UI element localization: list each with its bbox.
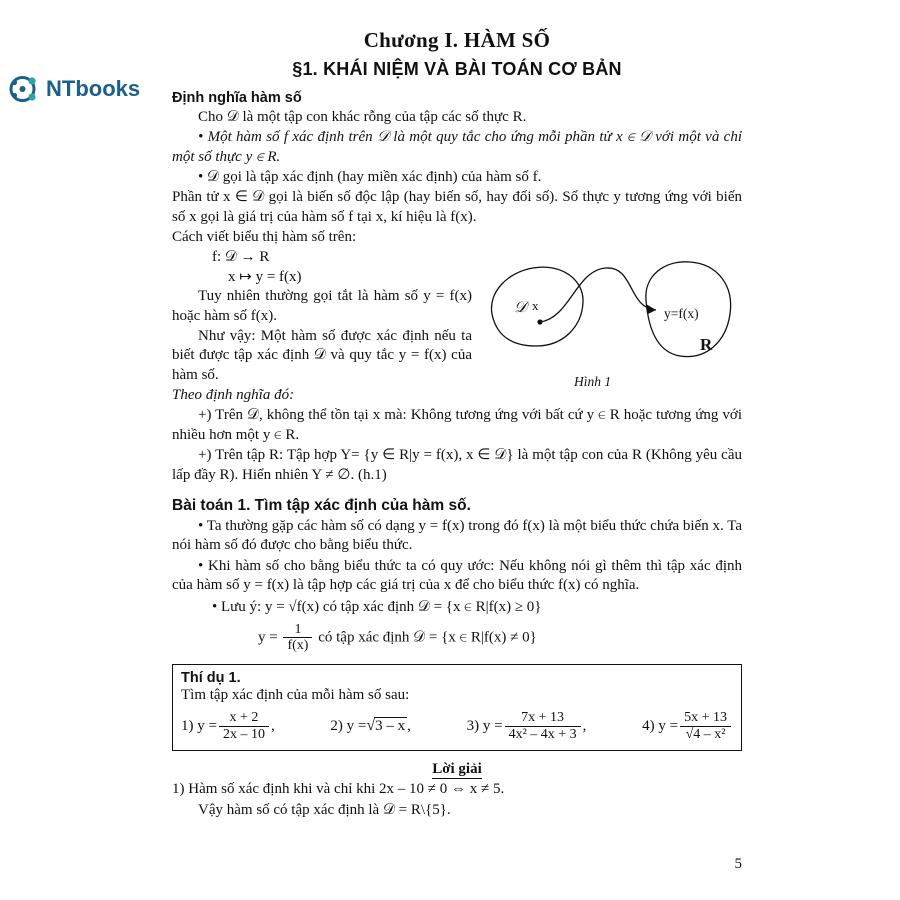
sqrt-icon: √ xyxy=(366,717,376,735)
problem-heading: Bài toán 1. Tìm tập xác định của hàm số. xyxy=(172,496,471,514)
example-item-2-tail: , xyxy=(407,717,411,734)
definition-line-0: Cho 𝒟 là một tập con khác rỗng của tập các số thực R. xyxy=(198,109,527,125)
definition-line-4: Cách viết biểu thị hàm số trên: xyxy=(172,229,357,246)
example-item-3-tail: , xyxy=(582,717,587,734)
figure-hinh-1 xyxy=(478,252,740,397)
example-item-1-tail: , xyxy=(270,717,275,734)
example-items xyxy=(181,710,733,742)
problem-line-1: • Khi hàm số cho bằng biểu thức ta có quy ước: Nếu không nói gì thêm thì tập xác định của hàm số y = f(x) là tập hợp các giá trị của x để cho biểu thức f(x) có nghĩa. xyxy=(172,557,742,593)
definition-line-6: x ↦ y = f(x) xyxy=(228,268,302,285)
definition-left-column xyxy=(172,248,472,406)
definition-line-7: Tuy nhiên thường gọi tắt là hàm số y = f(x) hoặc hàm số f(x). xyxy=(172,288,472,324)
definition-heading: Định nghĩa hàm số xyxy=(172,90,302,106)
solution-title-text: Lời giải xyxy=(432,761,482,778)
example-item-1-den: 2x – 10 xyxy=(219,726,269,743)
example-item-2-label: 2) y = xyxy=(330,717,367,734)
note2-fraction xyxy=(283,622,312,654)
note2-numerator: 1 xyxy=(294,621,302,637)
example-item-3-num: 7x + 13 xyxy=(521,710,565,726)
page-number: 5 xyxy=(734,856,742,872)
chapter-title: Chương I. HÀM SỐ xyxy=(363,28,551,52)
figure-drawing xyxy=(478,252,740,380)
definition-line-10: +) Trên 𝒟, không thể tồn tại x mà: Không tương ứng với bất cứ y ∈ R hoặc tương ứng với nhiều hơn một y ∈ R. xyxy=(172,407,742,443)
note2-suffix: có tập xác định 𝒟 = {x ∈ R|f(x) ≠ 0} xyxy=(318,629,537,646)
definition-line-2: • 𝒟 gọi là tập xác định (hay miền xác định) của hàm số f. xyxy=(198,169,542,186)
note-label: • Lưu ý: xyxy=(212,599,262,616)
svg-text:x: x xyxy=(532,298,539,314)
example-box xyxy=(172,664,742,751)
problem-note-1 xyxy=(172,598,742,618)
definition-line-3: Phần tử x ∈ 𝒟 gọi là biến số độc lập (hay biến số, hay đối số). Số thực y tương ứng với biến số x gọi là giá trị của hàm số f tại x, kí hiệu là f(x). xyxy=(172,189,742,225)
example-item-4-den: √4 – x² xyxy=(680,726,731,743)
example-item-1 xyxy=(181,710,275,742)
problem-line-0: • Ta thường gặp các hàm số có dạng y = f(x) trong đó f(x) là một biểu thức chứa biến x. Ta nói hàm số đó được cho bằng biểu thức. xyxy=(172,517,742,554)
definition-line-5: f: 𝒟 → R xyxy=(212,249,270,266)
definition-line-8: Như vậy: Một hàm số được xác định nếu ta biết được tập xác định 𝒟 và quy tắc y = f(x) của hàm số. xyxy=(172,328,472,383)
example-item-3 xyxy=(467,710,587,742)
figure-caption: Hình 1 xyxy=(574,374,612,390)
definition-with-figure xyxy=(172,248,742,406)
example-item-2-radicand: 3 – x xyxy=(375,718,406,735)
svg-text:R: R xyxy=(700,335,713,355)
example-item-3-label: 3) y = xyxy=(466,717,503,734)
note2-denominator: f(x) xyxy=(283,637,312,654)
note-formula-1: y = √f(x) có tập xác định 𝒟 = {x ∈ R|f(x) ≥ 0} xyxy=(264,599,542,616)
example-item-2 xyxy=(330,717,411,735)
solution-title xyxy=(172,761,742,778)
example-item-1-fraction xyxy=(219,710,269,742)
example-item-4-label: 4) y = xyxy=(642,717,679,734)
solution-line-0: 1) Hàm số xác định khi và chỉ khi 2x – 10 ≠ 0 ⇔ x ≠ 5. xyxy=(172,781,505,798)
note2-prefix: y = xyxy=(258,629,278,646)
ntbooks-logo xyxy=(8,72,140,106)
svg-text:y=f(x): y=f(x) xyxy=(664,306,699,322)
section-title: §1. KHÁI NIỆM VÀ BÀI TOÁN CƠ BẢN xyxy=(292,59,622,79)
example-item-4 xyxy=(642,710,733,742)
example-item-1-label: 1) y = xyxy=(181,717,217,734)
page-content xyxy=(172,28,742,821)
ntbooks-logo-text: NTbooks xyxy=(46,76,141,101)
definition-line-9: Theo định nghĩa đó: xyxy=(172,387,295,404)
definition-line-11: +) Trên tập R: Tập hợp Y= {y ∈ R|y = f(x), x ∈ 𝒟} là một tập con của R (Không yêu cầu lấp đầy R). Hiển nhiên Y ≠ ∅. (h.1) xyxy=(172,447,742,483)
example-item-4-fraction xyxy=(680,710,731,742)
ntbooks-logo-icon xyxy=(8,72,42,106)
solution-line-1: Vậy hàm số có tập xác định là 𝒟 = R\{5}. xyxy=(198,801,451,818)
example-item-3-den: 4x² – 4x + 3 xyxy=(505,726,581,743)
example-item-1-num: x + 2 xyxy=(229,710,259,726)
problem-note-2 xyxy=(172,622,742,654)
example-item-3-fraction xyxy=(505,710,581,742)
example-item-4-num: 5x + 13 xyxy=(684,710,727,726)
example-prompt: Tìm tập xác định của mỗi hàm số sau: xyxy=(181,687,410,704)
example-title: Thí dụ 1. xyxy=(181,670,241,687)
svg-text:𝒟: 𝒟 xyxy=(514,299,527,317)
definition-line-1: • Một hàm số f xác định trên 𝒟 là một quy tắc cho ứng mỗi phần tử x ∈ 𝒟 với một và chỉ một số thực y ∈ R. xyxy=(172,129,742,165)
